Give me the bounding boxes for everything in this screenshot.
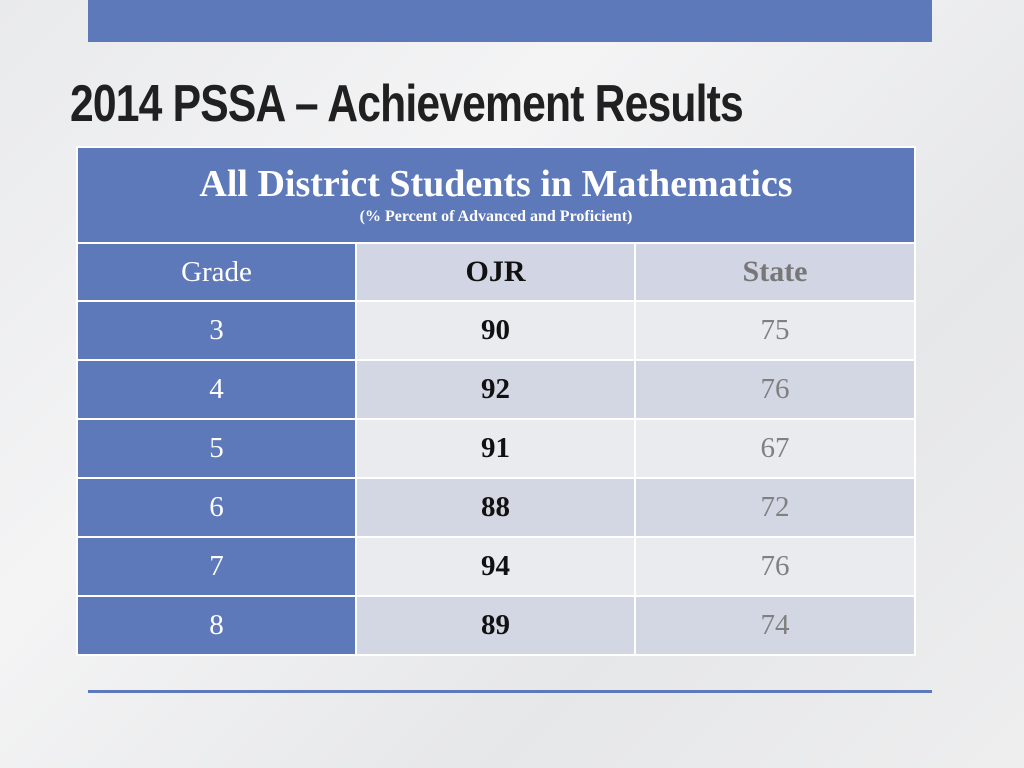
slide-title: 2014 PSSA – Achievement Results (70, 75, 743, 133)
table-title: All District Students in Mathematics (199, 163, 793, 205)
state-cell: 76 (635, 360, 915, 419)
ojr-cell: 89 (356, 596, 635, 655)
grade-cell: 7 (77, 537, 356, 596)
top-accent-band (88, 0, 932, 42)
table-row (77, 301, 915, 360)
grade-cell: 4 (77, 360, 356, 419)
grade-cell: 8 (77, 596, 356, 655)
table-row (77, 596, 915, 655)
table-row (77, 478, 915, 537)
results-table (76, 146, 916, 656)
state-cell: 76 (635, 537, 915, 596)
table-title-cell (77, 147, 915, 243)
table-title-row (77, 147, 915, 243)
table-row (77, 419, 915, 478)
ojr-cell: 88 (356, 478, 635, 537)
state-cell: 67 (635, 419, 915, 478)
bottom-accent-rule (88, 690, 932, 693)
state-cell: 74 (635, 596, 915, 655)
column-header-grade: Grade (77, 243, 356, 301)
results-table-container (76, 146, 914, 656)
table-row (77, 537, 915, 596)
grade-cell: 5 (77, 419, 356, 478)
table-subtitle: (% Percent of Advanced and Proficient) (359, 208, 633, 225)
column-header-ojr: OJR (356, 243, 635, 301)
table-row (77, 360, 915, 419)
ojr-cell: 91 (356, 419, 635, 478)
state-cell: 75 (635, 301, 915, 360)
grade-cell: 6 (77, 478, 356, 537)
ojr-cell: 90 (356, 301, 635, 360)
column-header-row (77, 243, 915, 301)
column-header-state: State (635, 243, 915, 301)
ojr-cell: 92 (356, 360, 635, 419)
state-cell: 72 (635, 478, 915, 537)
ojr-cell: 94 (356, 537, 635, 596)
grade-cell: 3 (77, 301, 356, 360)
